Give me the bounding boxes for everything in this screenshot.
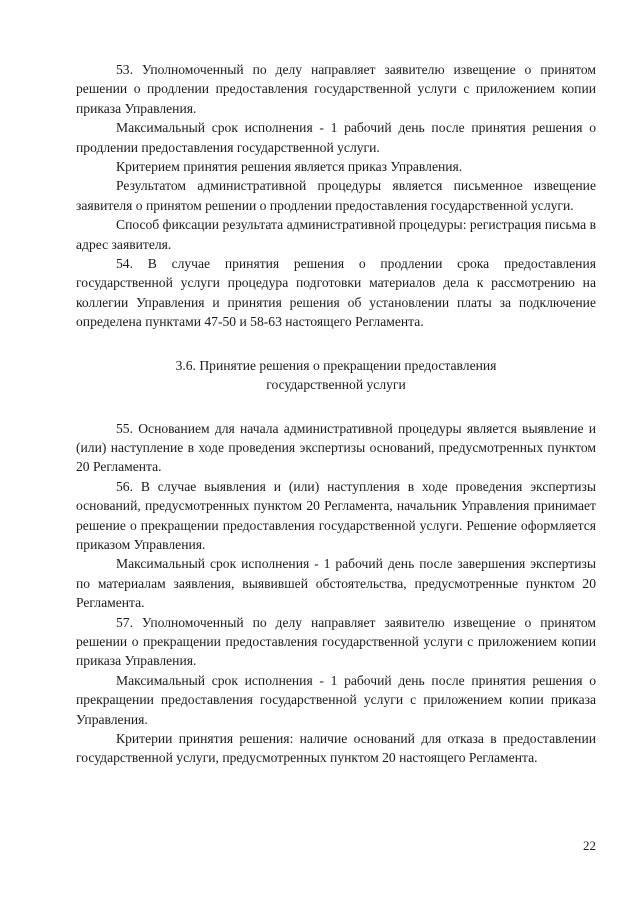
- paragraph-deadline-3: Максимальный срок исполнения - 1 рабочий день после принятия решения о прекращении предоставления государственной услуги с приложением копии приказа Управления.: [76, 672, 596, 727]
- paragraph-53: 53. Уполномоченный по делу направляет заявителю извещение о принятом решении о продлении предоставления государственной услуги с приложением копии приказа Управления.: [76, 62, 596, 116]
- paragraph-criteria: Критерии принятия решения: наличие оснований для отказа в предоставлении государственной услуги, предусмотренных пунктом 20 настоящего Регламента.: [76, 731, 596, 766]
- paragraph-54: 54. В случае принятия решения о продлении срока предоставления государственной услуги процедура подготовки материалов дела к рассмотрению на коллегии Управления и принятия решения об установлении платы за подключение определена пунктами 47-50 и 58-63 настоящего Регламента.: [76, 256, 596, 330]
- section-heading-line2: государственной услуги: [266, 377, 406, 393]
- section-heading: [76, 356, 596, 395]
- paragraph-57: 57. Уполномоченный по делу направляет заявителю извещение о принятом решении о прекращении предоставления государственной услуги с приложением копии приказа Управления.: [76, 614, 596, 669]
- paragraph-56: 56. В случае выявления и (или) наступления в ходе проведения экспертизы оснований, предусмотренных пунктом 20 Регламента, начальник Управления принимает решение о прекращении предоставления государственной услуги. Решение оформляется приказом Управления.: [76, 478, 596, 552]
- paragraph-55: 55. Основанием для начала административной процедуры является выявление и (или) наступление в ходе проведения экспертизы оснований, предусмотренных пунктом 20 Регламента.: [76, 420, 596, 475]
- paragraph-result: Результатом административной процедуры является письменное извещение заявителя о принятом решении о продлении предоставления государственной услуги.: [76, 178, 596, 213]
- section-heading-line1: 3.6. Принятие решения о прекращении предоставления: [175, 357, 497, 373]
- page-content: [76, 60, 596, 768]
- paragraph-deadline: Максимальный срок исполнения - 1 рабочий день после принятия решения о продлении предоставления государственной услуги.: [76, 120, 596, 155]
- paragraph-criterion: Критерием принятия решения является приказ Управления.: [116, 159, 463, 175]
- page-number: 22: [583, 838, 596, 853]
- paragraph-deadline-2: Максимальный срок исполнения - 1 рабочий день после завершения экспертизы по материалам заявления, выявившей обстоятельства, предусмотренные пунктом 20 Регламента.: [76, 556, 596, 611]
- paragraph-fixation: Способ фиксации результата административной процедуры: регистрация письма в адрес заявителя.: [76, 217, 596, 252]
